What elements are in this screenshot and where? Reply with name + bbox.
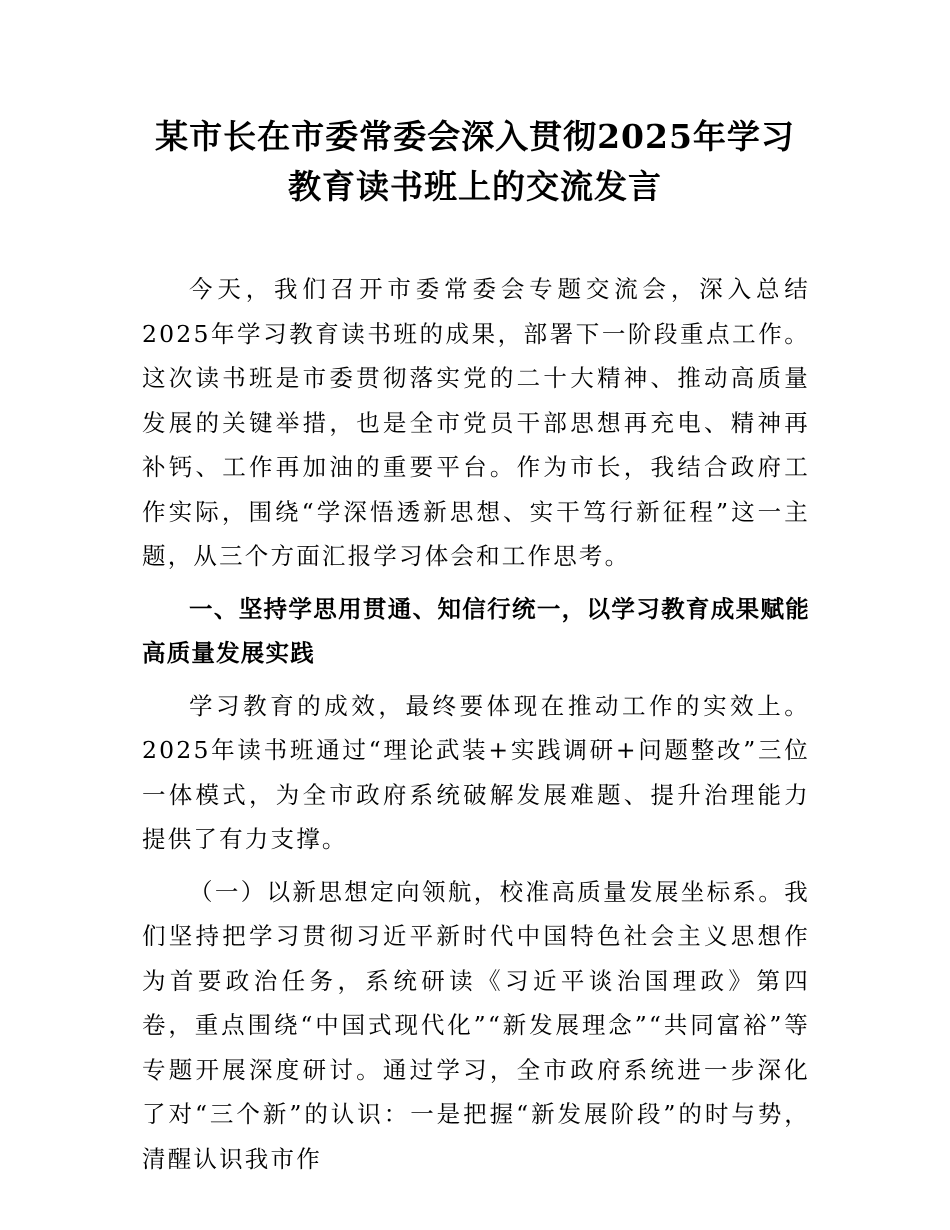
document-title: 某市长在市委常委会深入贯彻2025年学习教育读书班上的交流发言 <box>155 117 795 206</box>
intro-paragraph: 今天，我们召开市委常委会专题交流会，深入总结2025年学习教育读书班的成果，部署下一阶段重点工作。这次读书班是市委贯彻落实党的二十大精神、推动高质量发展的关键举措，也是全市党员干部思想再充电、精神再补钙、工作再加油的重要平台。作为市长，我结合政府工作实际，围绕“学深悟透新思想、实干笃行新征程”这一主题，从三个方面汇报学习体会和工作思考。 <box>142 275 810 570</box>
section-heading-1: 一、坚持学思用贯通、知信行统一，以学习教育成果赋能高质量发展实践 <box>142 594 810 667</box>
section-1-paragraph: 学习教育的成效，最终要体现在推动工作的实效上。2025年读书班通过“理论武装+实践调研+问题整改”三位一体模式，为全市政府系统破解发展难题、提升治理能力提供了有力支撑。 <box>142 691 810 853</box>
document-body <box>142 267 810 1181</box>
subsection-1-paragraph: （一）以新思想定向领航，校准高质量发展坐标系。我们坚持把学习贯彻习近平新时代中国特色社会主义思想作为首要政治任务，系统研读《习近平谈治国理政》第四卷，重点围绕“中国式现代化”“新发展理念”“共同富裕”等专题开展深度研讨。通过学习，全市政府系统进一步深化了对“三个新”的认识：一是把握“新发展阶段”的时与势，清醒认识我市作 <box>142 877 810 1173</box>
